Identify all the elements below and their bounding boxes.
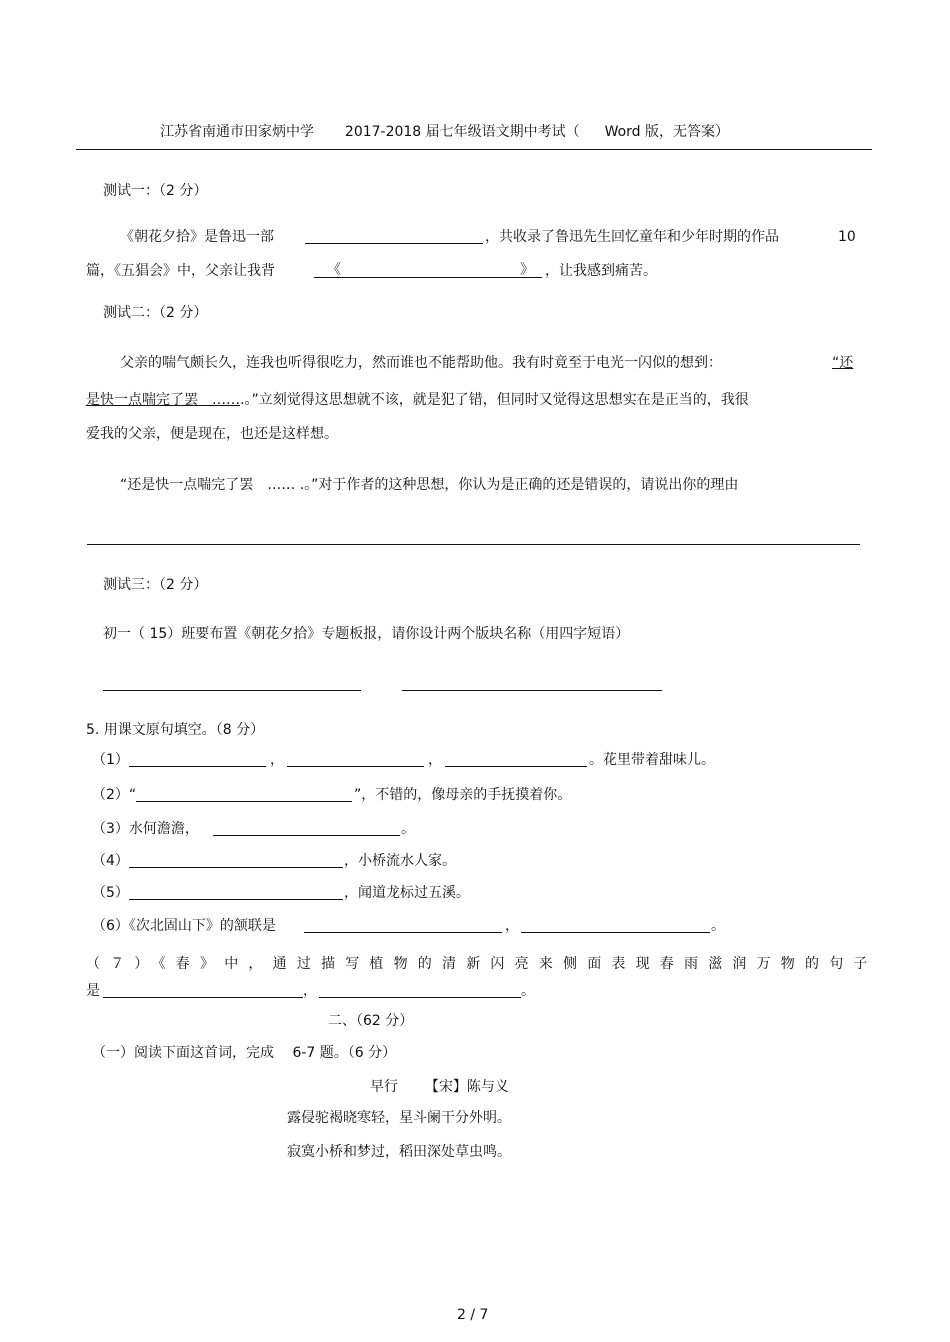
q5-item6-blank-2[interactable] [521, 918, 710, 933]
q5-item2-blank[interactable] [136, 787, 352, 802]
test1-open-bracket: 《 [327, 262, 341, 278]
q5-item1-comma-2: ， [428, 752, 442, 768]
test2-paragraph-line1: 父亲的喘气颇长久，连我也听得很吃力，然而谁也不能帮助他。我有时竟至于电光一闪似的想到： [120, 355, 722, 371]
q5-item6-label: （6）《次北固山下》的颔联是 [92, 918, 276, 934]
test3-title: 测试三：（2 分） [103, 577, 208, 593]
q5-item1-blank-1[interactable] [129, 752, 266, 767]
q5-item7-blank-2[interactable] [319, 983, 521, 998]
q5-item7-end: 。 [521, 983, 535, 999]
test1-line1-b: ，共收录了鲁迅先生回忆童年和少年时期的作品 [485, 229, 779, 245]
test1-close-bracket: 》 [520, 262, 534, 278]
q5-item5-label: （5） [92, 885, 129, 901]
q5-item1-blank-3[interactable] [445, 752, 587, 767]
q5-item4-blank[interactable] [129, 853, 343, 868]
test1-line2-b: ，让我感到痛苦。 [545, 263, 657, 279]
test3-answer-blank-2[interactable] [402, 690, 662, 691]
q5-item7-line1: （７）《春》中，通过描写植物的清新闪亮来侧面表现春雨滋润万物的句子 [86, 956, 878, 972]
page-number: 2 / 7 [457, 1307, 489, 1323]
q5-item7-comma: ， [303, 983, 317, 999]
q5-item1-blank-2[interactable] [287, 752, 424, 767]
q5-item3-label: （3）水何澹澹， [92, 821, 199, 837]
q5-item3-end: 。 [401, 821, 415, 837]
q5-item7-blank-1[interactable] [103, 983, 303, 998]
test1-line2-a: 篇，《五猖会》中，父亲让我背 [86, 263, 275, 279]
section2-title: 二、（62 分） [328, 1013, 414, 1029]
test2-paragraph-line2 [86, 391, 749, 409]
test1-line1-a: 《朝花夕拾》是鲁迅一部 [120, 229, 274, 245]
q5-item2-end: ”，不错的，像母亲的手抚摸着你。 [354, 787, 572, 803]
test1-line1-num: 10 [838, 229, 856, 245]
poem-line-1: 露侵驼褐晓寒轻，星斗阑干分外明。 [287, 1110, 511, 1126]
test2-paragraph-line3: 爱我的父亲，便是现在，也还是这样想。 [86, 426, 338, 442]
header-school: 江苏省南通市田家炳中学 [160, 124, 314, 140]
poem-line-2: 寂寞小桥和梦过，稻田深处草虫鸣。 [287, 1144, 511, 1160]
test1-blank-2[interactable] [314, 263, 542, 278]
q5-item6-end: 。 [711, 918, 725, 934]
q5-item6-blank-1[interactable] [304, 918, 502, 933]
test2-answer-line[interactable] [87, 544, 860, 545]
poem-title [370, 1078, 509, 1096]
q5-item1-end: 。花里带着甜味儿。 [589, 752, 715, 768]
test2-paragraph-line2-rest: .。”立刻觉得这思想就不该，就是犯了错，但同时又觉得这思想实在是正当的，我很 [240, 392, 749, 408]
q5-item5-blank[interactable] [129, 885, 343, 900]
q5-item7-is: 是 [86, 983, 100, 999]
section2-intro: （一）阅读下面这首词，完成 6-7 题。（6 分） [92, 1045, 397, 1061]
q5-item5-end: ，闻道龙标过五溪。 [344, 885, 470, 901]
test2-quote-start: “还 [832, 355, 854, 371]
q5-item4-label: （4） [92, 853, 129, 869]
test1-blank-1[interactable] [305, 229, 483, 244]
test2-question: “还是快一点喘完了罢 …… .。”对于作者的这种思想，你认为是正确的还是错误的，请说出你的理由 [120, 477, 739, 493]
q5-item4-end: ，小桥流水人家。 [344, 853, 456, 869]
q5-item1-comma-1: ， [270, 752, 284, 768]
test1-title: 测试一：（2 分） [103, 183, 208, 199]
q5-item6-comma: ， [505, 918, 519, 934]
test2-underlined-quote: 是快一点喘完了罢 …… [86, 392, 240, 408]
q5-item2-label: （2）“ [92, 787, 137, 803]
page-header [160, 123, 729, 141]
q5-item1-label: （1） [92, 752, 129, 768]
test2-title: 测试二：（2 分） [103, 305, 208, 321]
header-format: Word 版，无答案） [604, 124, 730, 140]
header-exam: 2017-2018 届七年级语文期中考试（ [344, 124, 580, 140]
test3-answer-blank-1[interactable] [103, 690, 361, 691]
test3-question: 初一（ 15）班要布置《朝花夕拾》专题板报，请你设计两个版块名称（用四字短语） [103, 626, 630, 642]
q5-item3-blank[interactable] [213, 821, 400, 836]
poem-name: 早行 [370, 1079, 398, 1095]
poem-author: 【宋】陈与义 [424, 1079, 509, 1095]
header-rule [76, 149, 872, 150]
q5-title: 5. 用课文原句填空。（8 分） [86, 722, 265, 738]
